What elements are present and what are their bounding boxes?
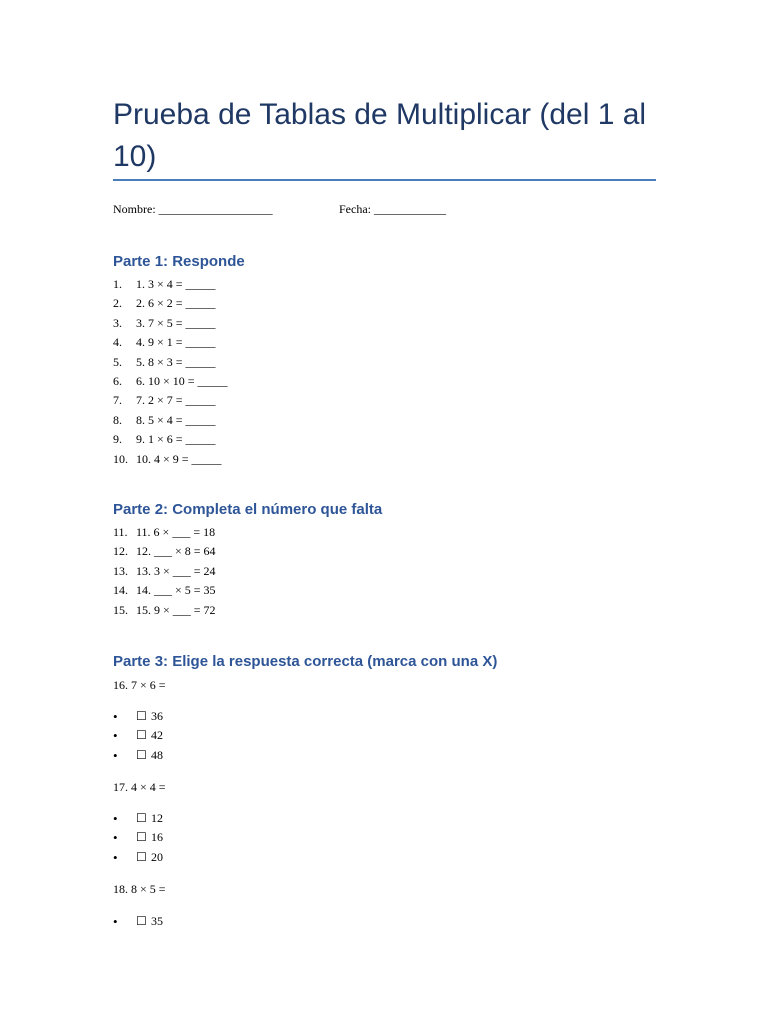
list-item-text: 14. ___ × 5 = 35 [136, 583, 216, 598]
list-item-number: 8. [113, 412, 122, 427]
bullet-icon: • [113, 830, 118, 846]
list-item-text: 15. 9 × ___ = 72 [136, 602, 216, 617]
option-label: 12 [151, 811, 163, 825]
list-item-text: 13. 3 × ___ = 24 [136, 563, 216, 578]
option-label: 16 [151, 830, 163, 845]
list-item-number: 9. [113, 432, 122, 447]
bullet-icon: • [113, 709, 118, 724]
list-item-text: 10. 4 × 9 = _____ [136, 451, 222, 466]
question-17: 17. 4 × 4 = [113, 780, 166, 794]
question-18: 18. 8 × 5 = [113, 882, 166, 896]
option-label: 20 [151, 849, 163, 864]
part2-heading: Parte 2: Completa el número que falta [113, 501, 383, 518]
title-underline [113, 179, 656, 181]
list-item-number: 11. [113, 525, 128, 539]
option-label: 36 [151, 709, 163, 723]
checkbox-icon[interactable]: ☐ [136, 849, 147, 864]
list-item-text: 9. 1 × 6 = _____ [136, 432, 216, 447]
list-item-text: 6. 10 × 10 = _____ [136, 373, 228, 388]
checkbox-icon[interactable]: ☐ [136, 914, 147, 928]
checkbox-icon[interactable]: ☐ [136, 811, 147, 825]
part3-heading: Parte 3: Elige la respuesta correcta (marca con una X) [113, 653, 498, 670]
checkbox-icon[interactable]: ☐ [136, 709, 147, 723]
document-title: Prueba de Tablas de Multiplicar (del 1 al 10) [113, 98, 647, 173]
list-item-number: 4. [113, 335, 122, 350]
bullet-icon: • [113, 811, 118, 826]
list-item-text: 12. ___ × 8 = 64 [136, 544, 216, 559]
list-item-text: 3. 7 × 5 = _____ [136, 315, 216, 330]
list-item-number: 13. [113, 563, 128, 578]
checkbox-icon[interactable]: ☐ [136, 830, 147, 845]
list-item-text: 2. 6 × 2 = _____ [136, 296, 216, 311]
list-item-number: 1. [113, 277, 122, 291]
list-item-number: 6. [113, 373, 122, 388]
name-field-label: Nombre: ___________________ [113, 202, 273, 216]
list-item-text: 1. 3 × 4 = _____ [136, 277, 216, 291]
list-item-text: 4. 9 × 1 = _____ [136, 335, 216, 350]
list-item-number: 10. [113, 451, 128, 466]
list-item-number: 2. [113, 296, 122, 311]
part1-heading: Parte 1: Responde [113, 253, 245, 270]
bullet-icon: • [113, 914, 118, 929]
list-item-text: 5. 8 × 3 = _____ [136, 354, 216, 369]
list-item-number: 15. [113, 602, 128, 617]
list-item-number: 14. [113, 583, 128, 598]
bullet-icon: • [113, 747, 118, 763]
date-field-label: Fecha: ____________ [339, 202, 446, 216]
list-item-number: 5. [113, 354, 122, 369]
list-item-number: 7. [113, 393, 122, 408]
list-item-text: 11. 6 × ___ = 18 [136, 525, 216, 539]
bullet-icon: • [113, 728, 118, 744]
option-label: 42 [151, 728, 163, 743]
bullet-icon: • [113, 849, 118, 865]
list-item-number: 12. [113, 544, 128, 559]
checkbox-icon[interactable]: ☐ [136, 728, 147, 743]
list-item-text: 8. 5 × 4 = _____ [136, 412, 216, 427]
checkbox-icon[interactable]: ☐ [136, 747, 147, 762]
option-label: 35 [151, 914, 163, 928]
question-16: 16. 7 × 6 = [113, 678, 166, 692]
list-item-text: 7. 2 × 7 = _____ [136, 393, 216, 408]
option-label: 48 [151, 747, 163, 762]
list-item-number: 3. [113, 315, 122, 330]
